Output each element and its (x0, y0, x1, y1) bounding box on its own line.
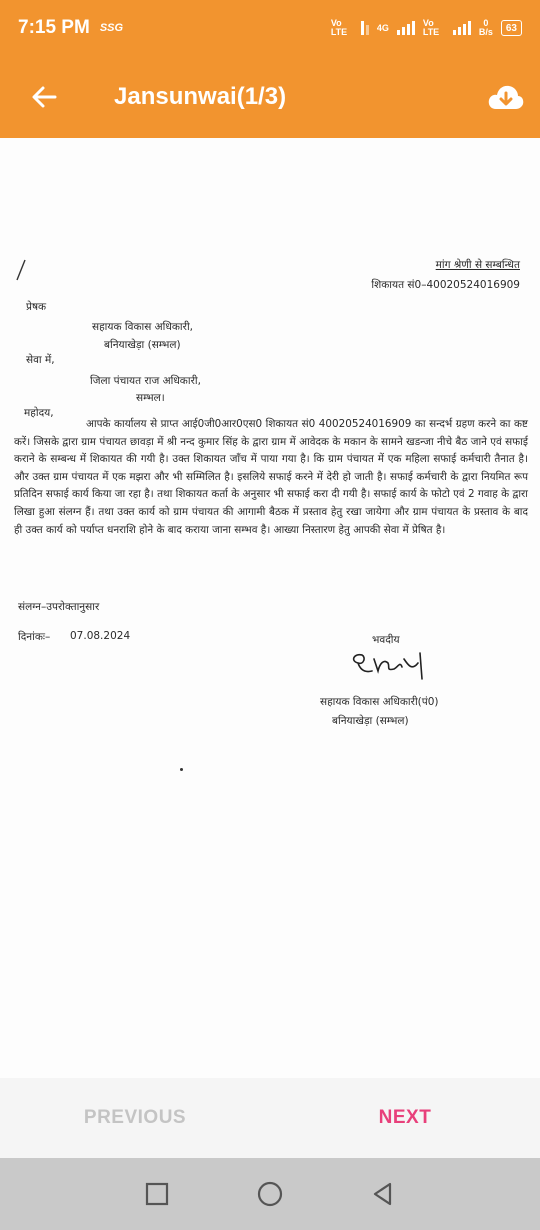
signal-1-icon (361, 21, 369, 35)
network-type-icon (377, 24, 389, 33)
letter-body-text: आपके कार्यालय से प्राप्त आई0जी0आर0एस0 शिकायत सं0 40020524016909 का सन्दर्भ ग्रहण करने का कष्ट करें। जिसके द्वारा ग्राम पंचायत छावड़ा में श्री नन्द कुमार सिंह के द्वारा ग्राम में आवेदक के मकान के सामने खडन्जा नीचे बैठ जाने एवं सफाई कराने के सम्बन्ध में शिकायत की गयी है। उक्त शिकायत जाँच में पाया गया है। कि ग्राम पंचायत में एक महिला सफाई कर्मचारी तैनात है। और उक्त ग्राम पंचायत में एक मझरा और भी सम्मिलित है। इसलिये सफाई करने में देरी हो जाती है। सफाई कर्मचारी के द्वारा नियमित रूप प्रतिदिन सफाई कार्य किया जा रहा है। तथा शिकायत कर्ता के अनुसार भी सफाई करा दी गयी है। सफाई कार्य के फोटो एवं 2 गवाह के द्वारा लिखा हुआ संलग्न हैं। तथा उक्त कार्य को ग्राम पंचायत की आगामी बैठक में प्रस्ताव हेतु रखा जायेगा और ग्राम पंचायत के प्रस्ताव के बाद ही उक्त कार्य को पर्याप्त धनराशि होने के बाद कराया जाना सम्भव है। आख्या निस्तारण हेतु आपकी सेवा में प्रेषित है। (14, 418, 528, 536)
pen-mark (14, 258, 28, 282)
volte-1-icon (331, 19, 353, 37)
closing: भवदीय (372, 634, 400, 646)
next-button[interactable]: NEXT (378, 1107, 432, 1128)
recents-button[interactable] (137, 1174, 177, 1214)
cloud-download-icon (487, 83, 525, 111)
system-navigation-bar (0, 1158, 540, 1230)
signature-icon (334, 645, 444, 685)
battery-icon (501, 20, 522, 36)
signatory-line-2: बनियाखेड़ा (सम्भल) (332, 715, 409, 727)
letter-body (14, 416, 528, 539)
square-icon (144, 1181, 170, 1207)
battery-level: 63 (505, 22, 517, 34)
status-time: 7:15 PM (18, 17, 90, 38)
app-bar (0, 56, 540, 138)
to-line-1: जिला पंचायत राज अधिकारी, (90, 375, 201, 387)
to-line-2: सम्भल। (136, 392, 165, 404)
home-button[interactable] (250, 1174, 290, 1214)
circle-icon (255, 1179, 285, 1209)
page-navigation (0, 1078, 540, 1158)
date-label: दिनांकः– (18, 631, 51, 643)
salutation: महोदय, (24, 407, 54, 419)
previous-button[interactable]: PREVIOUS (83, 1107, 187, 1128)
date-value: 07.08.2024 (70, 630, 131, 642)
subject-line-2: शिकायत सं0–40020524016909 (371, 279, 520, 291)
signal-3-icon (453, 21, 471, 35)
status-carrier: SSG (99, 22, 124, 34)
signatory-line-1: सहायक विकास अधिकारी(पं0) (320, 696, 439, 708)
to-label: सेवा में, (26, 354, 55, 366)
sender-label: प्रेषक (26, 301, 47, 313)
download-button[interactable] (486, 77, 526, 117)
sender-line-2: बनियाखेड़ा (सम्भल) (104, 339, 181, 351)
network-type-label: 4G (376, 22, 389, 33)
system-back-button[interactable] (363, 1174, 403, 1214)
data-rate-unit: B/s (478, 27, 493, 37)
page-title: Jansunwai(1/3) (114, 83, 287, 110)
volte-1-label: Vo LTE (330, 18, 348, 37)
triangle-back-icon (370, 1181, 396, 1207)
volte-2-label: Vo LTE (422, 18, 440, 37)
data-rate (479, 19, 493, 37)
signal-2-icon (397, 21, 415, 35)
data-rate-value: 0 (483, 18, 489, 28)
sender-line-1: सहायक विकास अधिकारी, (92, 321, 193, 333)
enclosure: संलग्न–उपरोक्तानुसार (18, 601, 100, 613)
arrow-left-icon (31, 85, 57, 109)
stray-dot (180, 768, 183, 771)
subject-line-1: मांग श्रेणी से सम्बन्धित (435, 259, 520, 271)
status-bar (0, 0, 540, 56)
volte-2-icon (423, 19, 445, 37)
back-button[interactable] (24, 77, 64, 117)
status-indicators (331, 19, 522, 37)
document-viewer[interactable] (0, 138, 540, 1078)
